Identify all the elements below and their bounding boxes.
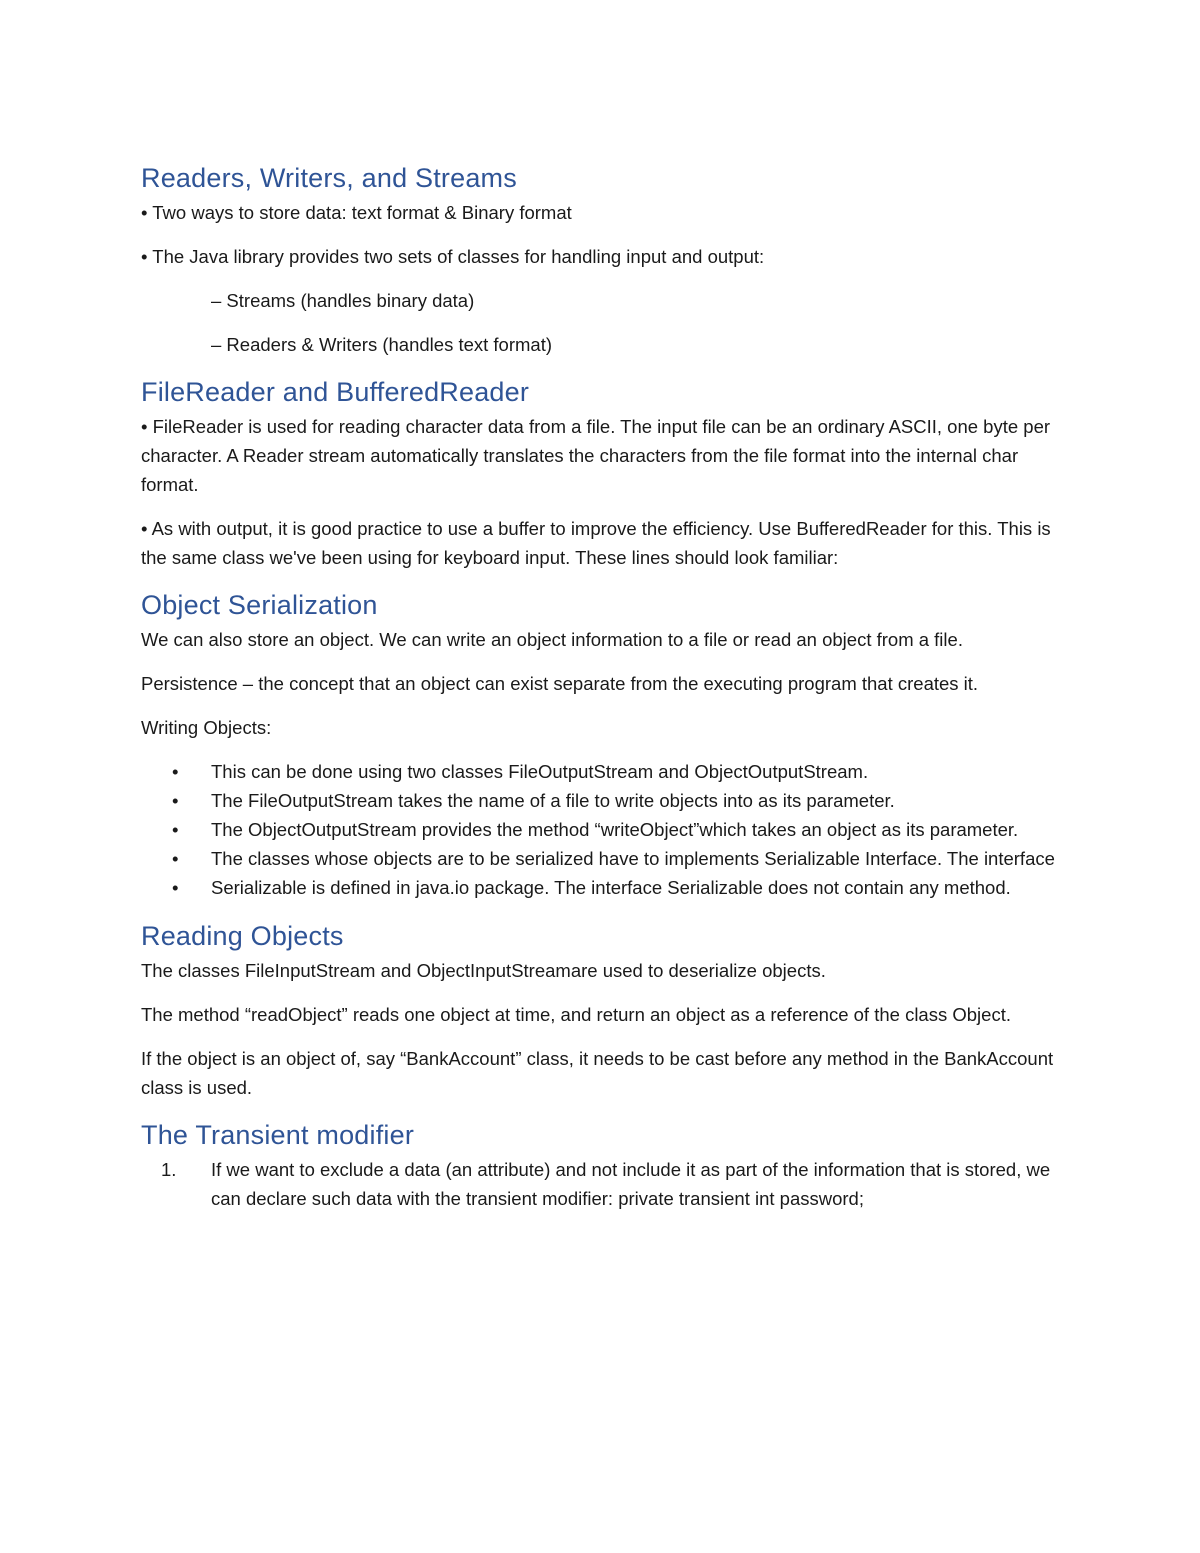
document-content: [141, 160, 1071, 1213]
sub-item: – Readers & Writers (handles text format): [211, 334, 553, 355]
section-filereader-bufferedreader: [141, 374, 1071, 572]
list-item-text: If we want to exclude a data (an attribute) and not include it as part of the information that is stored, we can declare such data with the transient modifier: private transient int password;: [211, 1159, 1051, 1209]
bullet-list: [141, 757, 1071, 902]
list-item: [141, 1155, 1071, 1213]
paragraph: We can also store an object. We can write an object information to a file or read an object from a file.: [141, 629, 963, 650]
paragraph: • As with output, it is good practice to use a buffer to improve the efficiency. Use BufferedReader for this. This is the same class we've been using for keyboard input. These lines should look familiar:: [141, 518, 1051, 568]
bullet-icon: •: [172, 819, 179, 840]
paragraph: • FileReader is used for reading character data from a file. The input file can be an ordinary ASCII, one byte per character. A Reader stream automatically translates the characters from the file format into the internal char format.: [141, 416, 1051, 495]
sub-item: – Streams (handles binary data): [211, 290, 475, 311]
section-heading: Readers, Writers, and Streams: [141, 163, 517, 193]
bullet-icon: •: [172, 877, 179, 898]
paragraph: The method “readObject” reads one object at time, and return an object as a reference of the class Object.: [141, 1004, 1011, 1025]
bullet-icon: •: [172, 790, 179, 811]
list-number: 1.: [161, 1159, 177, 1180]
section-readers-writers-streams: [141, 160, 1071, 359]
list-item: [141, 844, 1071, 873]
section-heading: FileReader and BufferedReader: [141, 377, 530, 407]
bullet-icon: •: [172, 848, 179, 869]
list-item-text: This can be done using two classes FileOutputStream and ObjectOutputStream.: [211, 761, 869, 782]
numbered-list: [141, 1155, 1071, 1213]
paragraph: Writing Objects:: [141, 717, 272, 738]
bullet-icon: •: [172, 761, 179, 782]
paragraph: If the object is an object of, say “BankAccount” class, it needs to be cast before any method in the BankAccount class is used.: [141, 1048, 1054, 1098]
list-item-text: The ObjectOutputStream provides the method “writeObject”which takes an object as its parameter.: [211, 819, 1019, 840]
paragraph: • The Java library provides two sets of classes for handling input and output:: [141, 246, 765, 267]
list-item-text: The classes whose objects are to be serialized have to implements Serializable Interface. The interface: [211, 848, 1055, 869]
section-transient-modifier: [141, 1117, 1071, 1213]
paragraph: The classes FileInputStream and ObjectInputStreamare used to deserialize objects.: [141, 960, 826, 981]
paragraph: • Two ways to store data: text format & Binary format: [141, 202, 572, 223]
section-object-serialization: [141, 587, 1071, 902]
section-reading-objects: [141, 918, 1071, 1102]
list-item: [141, 873, 1071, 902]
list-item: [141, 757, 1071, 786]
list-item-text: The FileOutputStream takes the name of a file to write objects into as its parameter.: [211, 790, 895, 811]
paragraph: Persistence – the concept that an object can exist separate from the executing program that creates it.: [141, 673, 979, 694]
list-item: [141, 815, 1071, 844]
section-heading: The Transient modifier: [141, 1120, 415, 1150]
section-heading: Object Serialization: [141, 590, 378, 620]
list-item-text: Serializable is defined in java.io package. The interface Serializable does not contain any method.: [211, 877, 1011, 898]
list-item: [141, 786, 1071, 815]
section-heading: Reading Objects: [141, 921, 344, 951]
